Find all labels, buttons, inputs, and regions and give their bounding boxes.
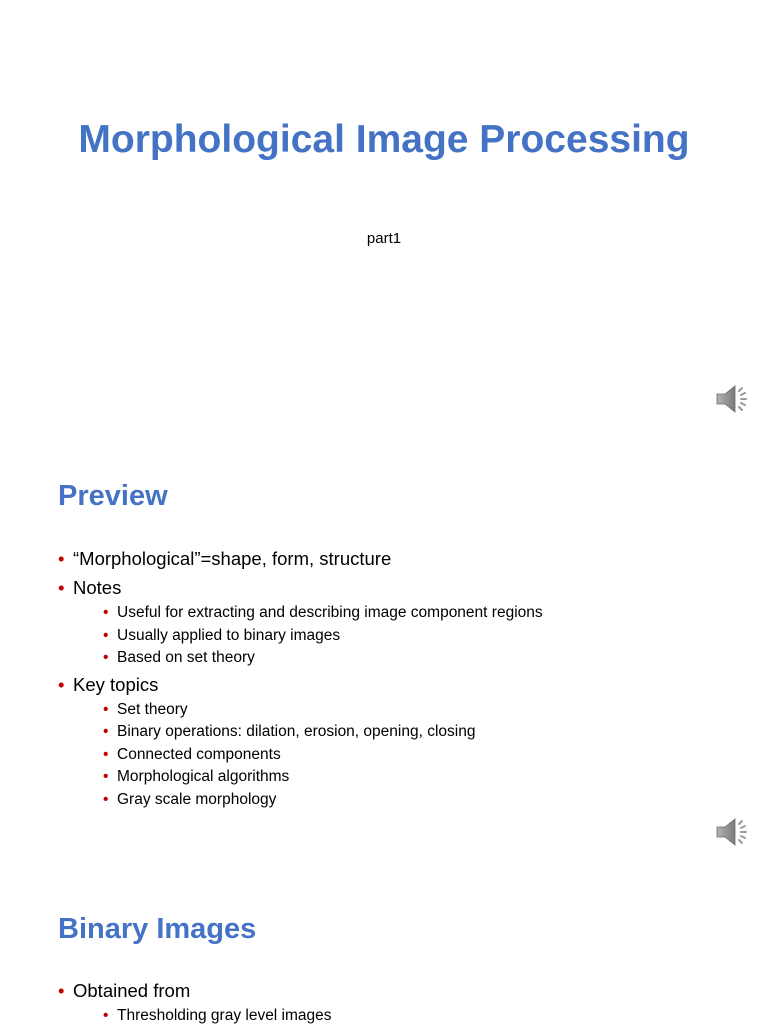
sub-bullet-list bbox=[73, 602, 738, 670]
bullet-list bbox=[58, 976, 738, 1028]
sub-bullet-item: • Thresholding gray level images bbox=[73, 1005, 738, 1028]
speaker-icon[interactable] bbox=[714, 379, 754, 419]
bullet-item bbox=[58, 670, 738, 812]
sub-bullet-item: • Useful for extracting and describing image component regions bbox=[73, 602, 738, 625]
slide-1 bbox=[0, 0, 768, 433]
slide-3 bbox=[0, 866, 768, 1024]
bullet-text: “Morphological”=shape, form, structure bbox=[73, 548, 392, 569]
bullet-item bbox=[58, 544, 738, 573]
slide-heading: Preview bbox=[58, 480, 168, 512]
bullet-text: Obtained from bbox=[73, 980, 191, 1001]
sub-bullet-item: • Connected components bbox=[73, 744, 738, 767]
bullet-item bbox=[58, 573, 738, 670]
slide-2 bbox=[0, 433, 768, 866]
slide-heading: Binary Images bbox=[58, 913, 257, 945]
speaker-icon[interactable] bbox=[714, 812, 754, 852]
sub-bullet-item: • Set theory bbox=[73, 699, 738, 722]
sub-bullet-list bbox=[73, 699, 738, 812]
sub-bullet-item: • Morphological algorithms bbox=[73, 766, 738, 789]
sub-bullet-item: • Usually applied to binary images bbox=[73, 625, 738, 648]
sub-bullet-item: • Binary operations: dilation, erosion, opening, closing bbox=[73, 721, 738, 744]
sub-bullet-list bbox=[73, 1005, 738, 1028]
bullet-item bbox=[58, 976, 738, 1028]
slide-title: Morphological Image Processing bbox=[78, 118, 690, 161]
slide-subtitle: part1 bbox=[366, 230, 402, 247]
sub-bullet-item: • Gray scale morphology bbox=[73, 789, 738, 812]
sub-bullet-item: • Based on set theory bbox=[73, 647, 738, 670]
bullet-list bbox=[58, 544, 738, 811]
bullet-text: Notes bbox=[73, 577, 122, 598]
bullet-text: Key topics bbox=[73, 673, 159, 695]
